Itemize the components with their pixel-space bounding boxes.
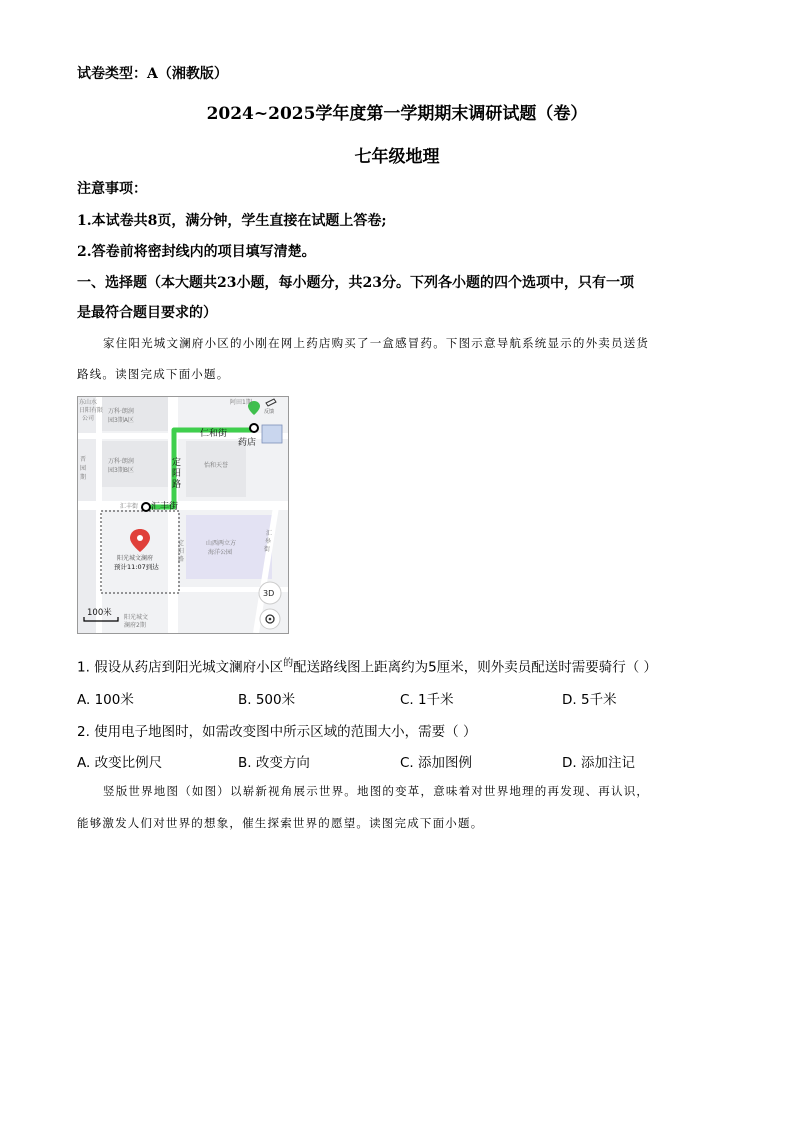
notes-item-2: 2.答卷前将密封线内的项目填写清楚。 (77, 244, 316, 260)
page-subtitle: 七年级地理 (354, 147, 440, 167)
page-title: 2024~2025学年度第一学期期末调研试题（卷） (206, 104, 588, 124)
map-label: 公司 (82, 415, 95, 422)
map-label: 东山水 (79, 399, 98, 406)
road-huifeng (78, 501, 288, 510)
q1-option-c[interactable]: C. 1千米 (400, 692, 454, 708)
q1-option-d[interactable]: D. 5千米 (562, 692, 617, 708)
road-renhe (78, 433, 288, 439)
map-label-dingyang: 路 (172, 480, 182, 490)
btn-3d-label: 3D (263, 589, 275, 598)
route-start-marker (142, 503, 150, 511)
map-label: 皋 (265, 538, 272, 545)
map-label: 园 (80, 465, 87, 472)
map-label-pharmacy: 药店 (238, 438, 257, 448)
map-label: 汇丰街 (120, 503, 139, 510)
map-label: 汇 (266, 530, 273, 537)
map-label-park: 海洋公园 (208, 549, 233, 556)
map-label: 园3期B区 (108, 467, 134, 474)
map-block (186, 441, 246, 497)
q2-option-c[interactable]: C. 添加图例 (400, 755, 473, 771)
map-label-destination: 阳光城文澜府 (117, 555, 154, 562)
section-heading-line-1: 一、选择题（本大题共23小题，每小题分，共23分。下列各小题的四个选项中，只有一项 (77, 275, 634, 291)
q2-option-a[interactable]: A. 改变比例尺 (77, 755, 163, 771)
map-label: 万科·朗润 (108, 458, 134, 465)
map-label: 反馈 (264, 409, 275, 415)
question-1-stem-mark: 的 (283, 658, 294, 669)
question-2-stem: 2. 使用电子地图时，如需改变图中所示区域的范围大小，需要（ ） (77, 724, 477, 740)
passage-1-line-2: 路线。读图完成下面小题。 (77, 367, 230, 381)
map-label: 阿田1期 (230, 399, 252, 406)
map-label: 街 (264, 546, 271, 553)
map-label: 日阳有限 (79, 407, 104, 414)
map-label-renhe: 仁和街 (200, 429, 228, 439)
delivery-route-map (77, 396, 289, 634)
q2-option-d[interactable]: D. 添加注记 (562, 755, 635, 771)
map-label: 怡和天誉 (204, 462, 229, 469)
q2-option-b[interactable]: B. 改变方向 (238, 755, 310, 771)
map-label: 园3期A区 (108, 417, 134, 424)
passage-2-line-2: 能够激发人们对世界的想象，催生探索世界的愿望。读图完成下面小题。 (77, 816, 484, 830)
question-1-stem (77, 654, 657, 676)
notes-heading: 注意事项： (77, 181, 147, 197)
map-label-huifeng: 汇丰街 (151, 502, 179, 512)
passage-2-line-1: 竖版世界地图（如图）以崭新视角展示世界。地图的变革，意味着对世界地理的再发现、再认识， (103, 784, 650, 798)
map-label: 阳光城文 (124, 614, 149, 621)
map-scale-label: 100米 (87, 608, 112, 618)
pharmacy-marker (250, 424, 258, 432)
passage-1-line-1: 家住阳光城文澜府小区的小刚在网上药店购买了一盒感冒药。下图示意导航系统显示的外卖员送货 (103, 336, 650, 350)
map-park-area (186, 515, 272, 579)
map-label: 澜府2期 (124, 622, 146, 629)
question-1-stem-part-a: 1. 假设从药店到阳光城文澜府小区 (77, 659, 284, 676)
map-label: 万科·朗润 (108, 408, 134, 415)
map-label: 晋 (80, 456, 87, 463)
map-label-eta: 预计11:07到达 (114, 563, 159, 571)
avatar (262, 425, 282, 443)
q1-option-b[interactable]: B. 500米 (238, 692, 296, 708)
q1-option-a[interactable]: A. 100米 (77, 692, 134, 708)
notes-item-1: 1.本试卷共8页，满分钟，学生直接在试题上答卷; (77, 213, 387, 229)
map-label-park: 山西两立方 (206, 540, 237, 547)
section-heading-line-2: 是最符合题目要求的） (77, 305, 217, 321)
map-label: 阳 (178, 548, 185, 555)
map-label: 期 (80, 474, 87, 481)
paper-type: 试卷类型：A（湘教版） (77, 66, 228, 82)
map-label-dingyang: 阳 (172, 469, 182, 479)
map-label: 路 (178, 556, 185, 563)
map-label-dingyang: 定 (172, 458, 182, 468)
question-1-stem-part-b: 配送路线图上距离约为5厘米，则外卖员配送时需要骑行（ ） (293, 659, 658, 676)
map-label: 定 (178, 540, 185, 547)
